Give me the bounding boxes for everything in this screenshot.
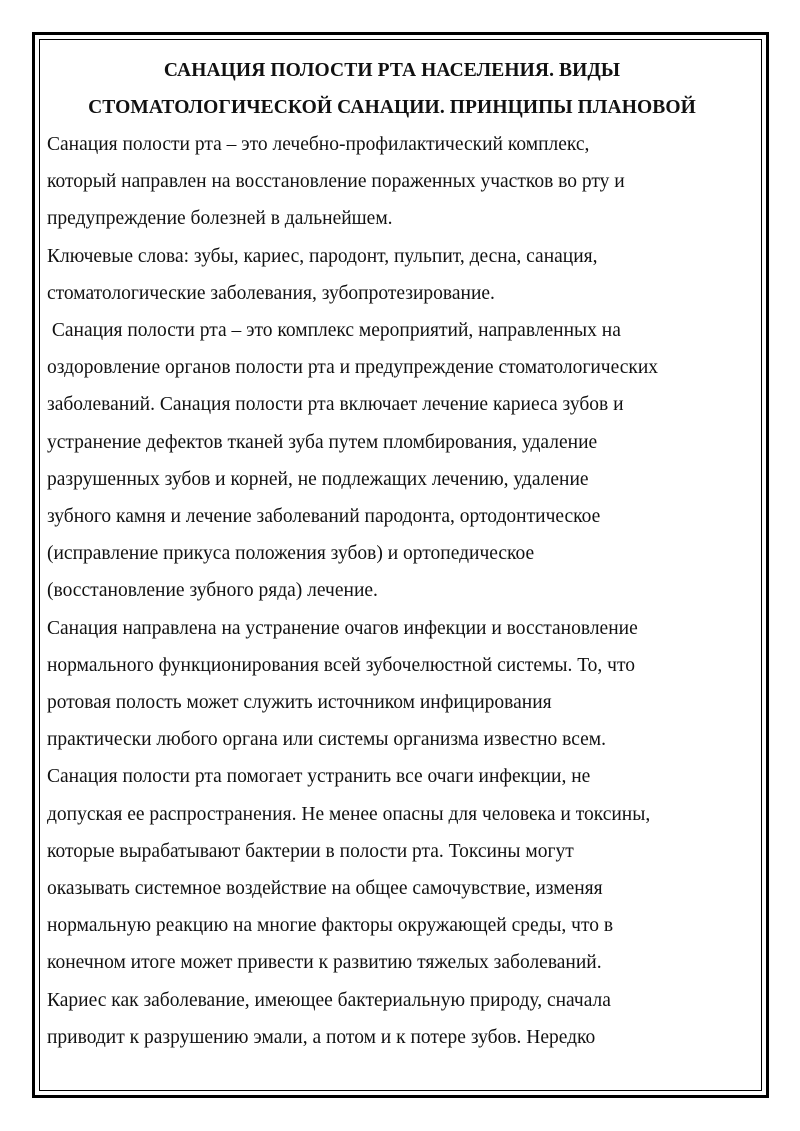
text-line: допуская ее распространения. Не менее опасны для человека и токсины, xyxy=(47,803,651,825)
text-line: устранение дефектов тканей зуба путем пломбирования, удаление xyxy=(47,431,598,453)
text-line: практически любого органа или системы организма известно всем. xyxy=(47,729,606,751)
title-line: СТОМАТОЛОГИЧЕСКОЙ САНАЦИИ. ПРИНЦИПЫ ПЛАНОВОЙ xyxy=(88,97,696,118)
text-line: приводит к разрушению эмали, а потом и к потере зубов. Нередко xyxy=(47,1026,596,1048)
text-line: Кариес как заболевание, имеющее бактериальную природу, сначала xyxy=(47,989,611,1011)
document-body xyxy=(47,52,737,1082)
text-line: Санация полости рта – это комплекс мероприятий, направленных на xyxy=(47,320,621,342)
keywords-line: Ключевые слова: зубы, кариес, пародонт, пульпит, десна, санация, xyxy=(47,245,598,267)
text-line: который направлен на восстановление пораженных участков во рту и xyxy=(47,171,625,193)
document-text xyxy=(47,126,737,1056)
text-line: Санация направлена на устранение очагов инфекции и восстановление xyxy=(47,617,638,639)
text-line: Санация полости рта – это лечебно-профилактический комплекс, xyxy=(47,134,590,155)
title-line: САНАЦИЯ ПОЛОСТИ РТА НАСЕЛЕНИЯ. ВИДЫ xyxy=(163,60,621,81)
text-line: заболеваний. Санация полости рта включает лечение кариеса зубов и xyxy=(47,394,624,416)
text-line: нормальную реакцию на многие факторы окружающей среды, что в xyxy=(47,915,614,937)
text-line: предупреждение болезней в дальнейшем. xyxy=(47,208,393,230)
text-line: нормального функционирования всей зубочелюстной системы. То, что xyxy=(47,654,635,676)
keywords-line: стоматологические заболевания, зубопротезирование. xyxy=(47,282,495,304)
text-line: (восстановление зубного ряда) лечение. xyxy=(47,580,378,602)
text-line: ротовая полость может служить источником инфицирования xyxy=(47,692,552,714)
text-line: которые вырабатывают бактерии в полости рта. Токсины могут xyxy=(47,840,574,862)
text-line: конечном итоге может привести к развитию тяжелых заболеваний. xyxy=(47,952,602,974)
text-line: оказывать системное воздействие на общее самочувствие, изменяя xyxy=(47,878,603,900)
text-line: Санация полости рта помогает устранить все очаги инфекции, не xyxy=(47,766,591,788)
document-title xyxy=(47,52,737,126)
text-line: оздоровление органов полости рта и предупреждение стоматологических xyxy=(47,357,659,379)
text-line: разрушенных зубов и корней, не подлежащих лечению, удаление xyxy=(47,468,589,490)
text-line: зубного камня и лечение заболеваний пародонта, ортодонтическое xyxy=(47,506,601,528)
text-line: (исправление прикуса положения зубов) и ортопедическое xyxy=(47,543,535,565)
